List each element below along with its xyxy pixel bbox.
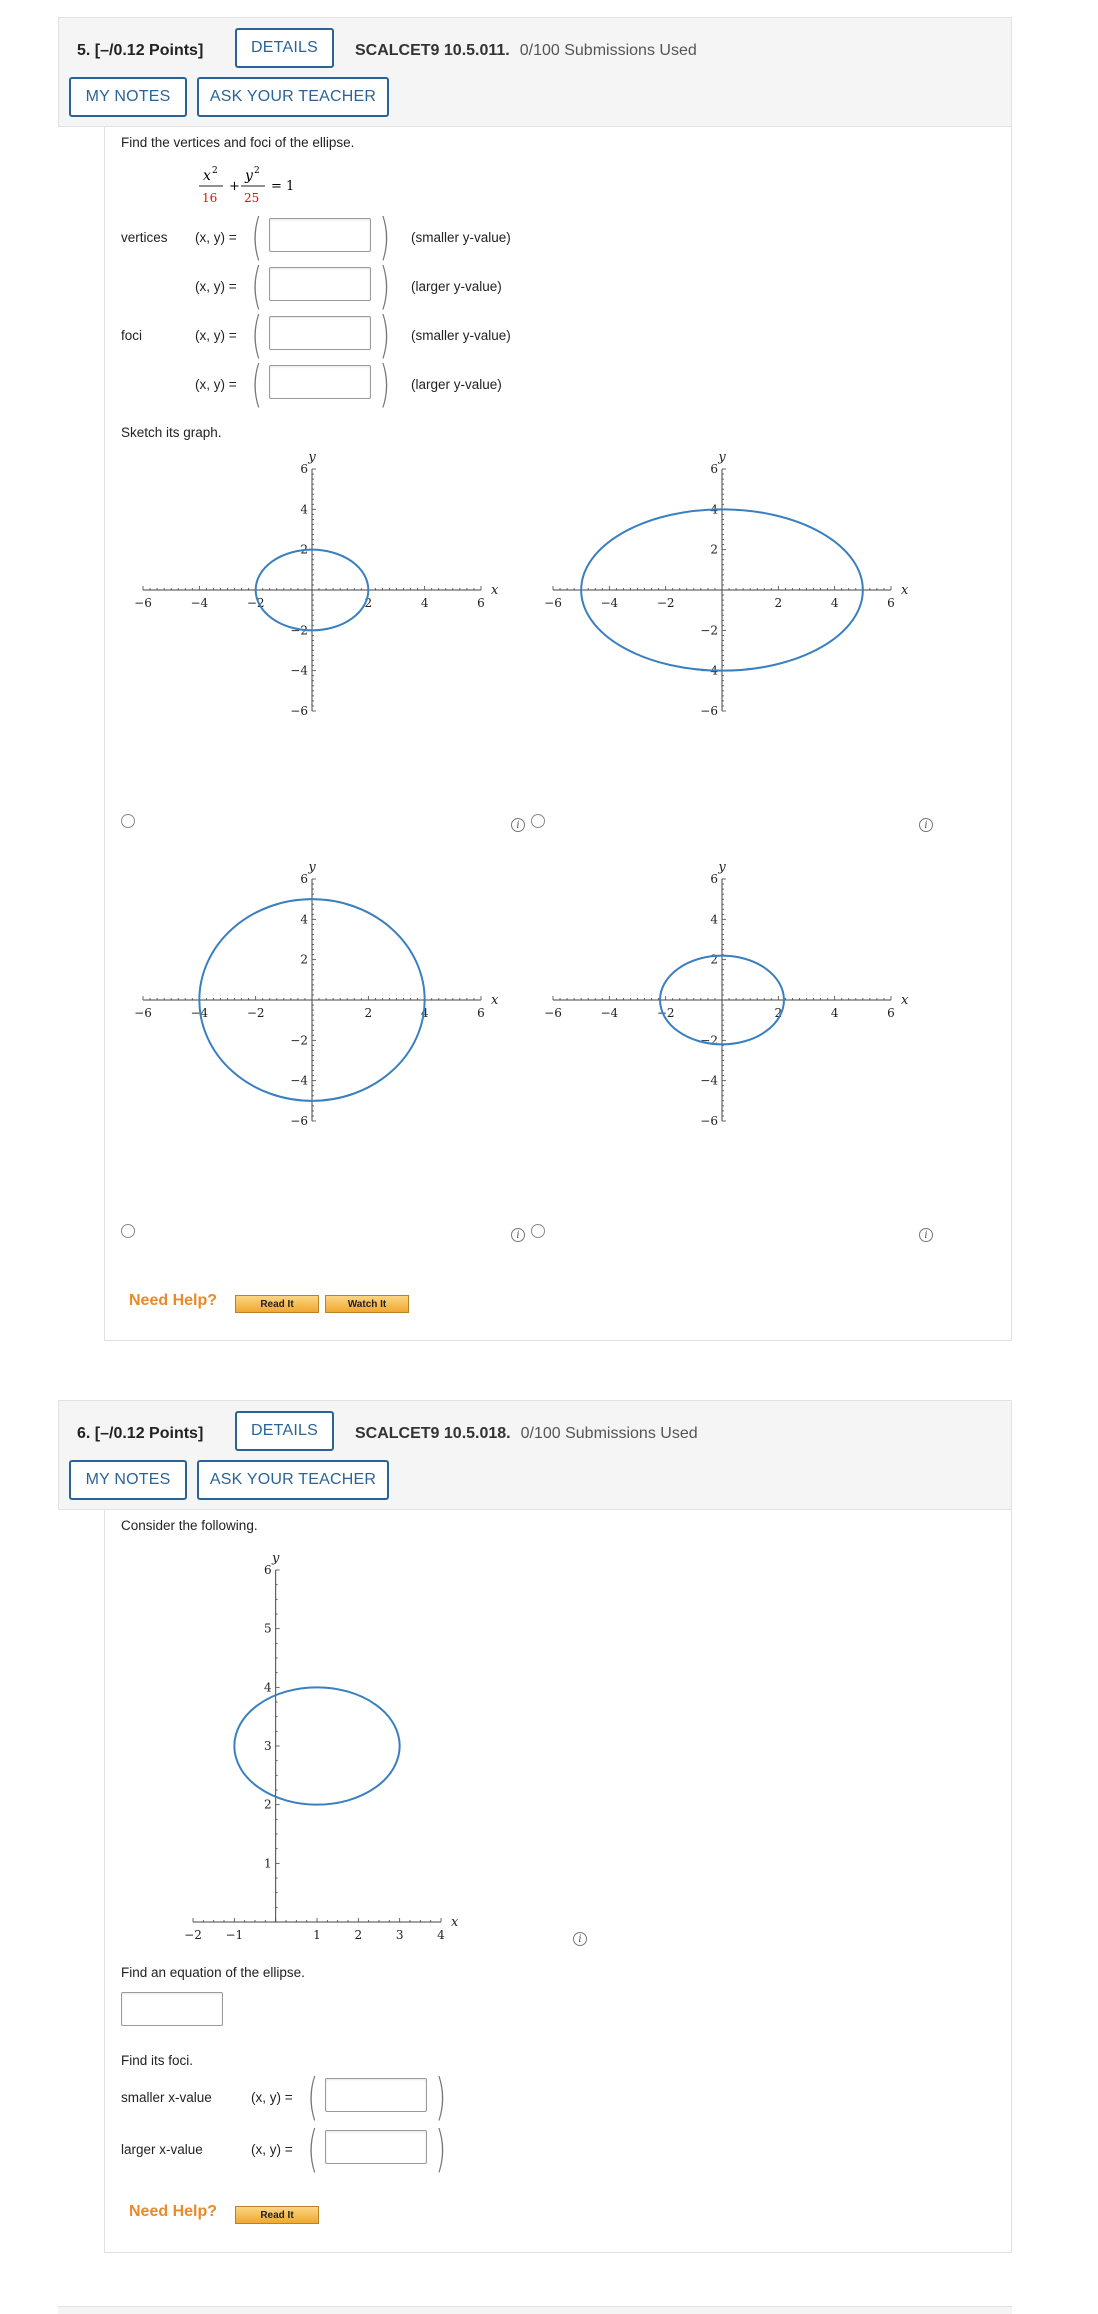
eq-den-y: 25 xyxy=(244,191,260,205)
question-prompt: Find the vertices and foci of the ellipse. xyxy=(121,135,355,150)
eq-x: x xyxy=(203,168,211,184)
y-tick-label: 2 xyxy=(710,952,718,967)
eq-rhs: = 1 xyxy=(271,179,295,194)
x-tick-label: 2 xyxy=(774,1006,783,1020)
x-tick-label: −4 xyxy=(600,1006,619,1020)
y-tick-label: 2 xyxy=(264,1797,272,1812)
y-tick-label: 1 xyxy=(264,1856,272,1871)
coord-label: (x, y) = xyxy=(195,279,237,294)
x-axis-label: x xyxy=(901,993,909,1008)
my-notes-button[interactable]: MY NOTES xyxy=(69,1460,187,1500)
x-tick-label: 2 xyxy=(354,1928,363,1942)
question-6-body xyxy=(104,1510,1012,2253)
question-5-body xyxy=(104,127,1012,1341)
y-tick-label: 5 xyxy=(264,1621,272,1636)
x-tick-label: −6 xyxy=(134,596,152,610)
x-tick-label: 6 xyxy=(477,596,485,610)
open-paren: ( xyxy=(251,208,263,266)
focus-smaller-x-input[interactable] xyxy=(325,2078,427,2112)
y-tick-label: −4 xyxy=(700,663,718,678)
x-tick-label: −6 xyxy=(544,1006,562,1020)
x-tick-label: −2 xyxy=(656,596,675,610)
open-paren: ( xyxy=(307,2068,319,2126)
x-tick-label: 4 xyxy=(830,1006,839,1020)
larger-x-label: larger x-value xyxy=(121,2142,203,2157)
radio-option-b[interactable] xyxy=(531,814,545,828)
y-tick-label: −6 xyxy=(700,704,718,718)
ask-teacher-button[interactable]: ASK YOUR TEACHER xyxy=(197,77,389,117)
info-icon[interactable]: i xyxy=(511,1228,525,1242)
question-5-header xyxy=(58,17,1012,127)
x-tick-label: 2 xyxy=(364,596,373,610)
details-button[interactable]: DETAILS xyxy=(235,1411,334,1451)
coord-label: (x, y) = xyxy=(251,2142,293,2157)
x-tick-label: 4 xyxy=(830,596,839,610)
x-tick-label: 4 xyxy=(437,1928,445,1942)
y-tick-label: 4 xyxy=(300,502,308,517)
close-paren: ) xyxy=(379,355,391,413)
x-axis-label: x xyxy=(451,1915,459,1930)
sketch-prompt: Sketch its graph. xyxy=(121,425,222,440)
read-it-button[interactable]: Read It xyxy=(235,2206,319,2224)
x-tick-label: −4 xyxy=(190,1006,209,1020)
y-tick-label: −6 xyxy=(700,1114,718,1128)
y-axis-label: y xyxy=(271,1551,280,1566)
radio-option-a[interactable] xyxy=(121,814,135,828)
x-tick-label: 6 xyxy=(477,1006,485,1020)
vertex-larger-input[interactable] xyxy=(269,267,371,301)
close-paren: ) xyxy=(435,2068,447,2126)
y-tick-label: −6 xyxy=(290,704,308,718)
eq-x-exp: 2 xyxy=(212,166,218,176)
y-tick-label: −2 xyxy=(290,623,308,638)
x-axis-label: x xyxy=(901,583,909,598)
graph-option-d xyxy=(535,857,915,1147)
x-tick-label: 3 xyxy=(395,1928,404,1942)
vertex-smaller-input[interactable] xyxy=(269,218,371,252)
equation-prompt: Find an equation of the ellipse. xyxy=(121,1965,305,1980)
radio-option-c[interactable] xyxy=(121,1224,135,1238)
open-paren: ( xyxy=(251,306,263,364)
details-button[interactable]: DETAILS xyxy=(235,28,334,68)
y-tick-label: −6 xyxy=(290,1114,308,1128)
y-tick-label: −4 xyxy=(290,1073,308,1088)
x-tick-label: 2 xyxy=(364,1006,373,1020)
y-tick-label: 6 xyxy=(300,872,308,886)
x-tick-label: −2 xyxy=(184,1928,202,1942)
y-axis-label: y xyxy=(718,450,726,465)
question-6-header xyxy=(58,1400,1012,1510)
need-help-label: Need Help? xyxy=(129,2203,218,2220)
info-icon[interactable]: i xyxy=(573,1932,587,1946)
y-tick-label: 3 xyxy=(264,1739,272,1753)
x-tick-label: −6 xyxy=(134,1006,152,1020)
x-tick-label: −1 xyxy=(225,1928,244,1942)
my-notes-button[interactable]: MY NOTES xyxy=(69,77,187,117)
read-it-button[interactable]: Read It xyxy=(235,1295,319,1313)
ask-teacher-button[interactable]: ASK YOUR TEACHER xyxy=(197,1460,389,1500)
y-tick-label: −2 xyxy=(700,1033,718,1048)
hint-label: (smaller y-value) xyxy=(411,328,511,343)
question-number: 6. [–/0.12 Points] xyxy=(77,1425,204,1442)
x-tick-label: −2 xyxy=(246,596,265,610)
y-tick-label: 6 xyxy=(264,1563,272,1577)
y-axis-label: y xyxy=(718,860,726,875)
graph-option-b xyxy=(535,447,915,737)
y-tick-label: 6 xyxy=(300,462,308,476)
ellipse-equation xyxy=(195,163,315,209)
eq-y-exp: 2 xyxy=(254,166,260,176)
x-axis-label: x xyxy=(491,583,499,598)
info-icon[interactable]: i xyxy=(919,1228,933,1242)
source-info xyxy=(355,1425,698,1443)
close-paren: ) xyxy=(435,2120,447,2178)
focus-smaller-input[interactable] xyxy=(269,316,371,350)
source-code: SCALCET9 10.5.018. xyxy=(355,1425,511,1442)
y-tick-label: 4 xyxy=(710,912,718,927)
close-paren: ) xyxy=(379,306,391,364)
y-tick-label: 2 xyxy=(710,542,718,557)
eq-y: y xyxy=(245,168,253,184)
source-code: SCALCET9 10.5.011. xyxy=(355,42,510,59)
y-tick-label: 2 xyxy=(300,952,308,967)
open-paren: ( xyxy=(251,355,263,413)
x-tick-label: 2 xyxy=(774,596,783,610)
vertices-label: vertices xyxy=(121,230,168,245)
y-tick-label: 4 xyxy=(710,502,718,517)
ellipse-graph xyxy=(175,1548,465,1948)
y-axis-label: y xyxy=(308,450,316,465)
eq-plus: + xyxy=(229,179,240,194)
y-tick-label: −2 xyxy=(290,1033,308,1048)
y-tick-label: −2 xyxy=(700,623,718,638)
coord-label: (x, y) = xyxy=(195,328,237,343)
y-tick-label: 6 xyxy=(710,872,718,886)
focus-larger-input[interactable] xyxy=(269,365,371,399)
focus-larger-x-input[interactable] xyxy=(325,2130,427,2164)
x-tick-label: −4 xyxy=(190,596,209,610)
radio-option-d[interactable] xyxy=(531,1224,545,1238)
y-tick-label: −4 xyxy=(700,1073,718,1088)
coord-label: (x, y) = xyxy=(251,2090,293,2105)
foci-prompt: Find its foci. xyxy=(121,2053,194,2068)
info-icon[interactable]: i xyxy=(919,818,933,832)
x-tick-label: −2 xyxy=(246,1006,265,1020)
graph-option-c xyxy=(125,857,505,1147)
open-paren: ( xyxy=(251,257,263,315)
x-tick-label: 1 xyxy=(313,1928,321,1942)
coord-label: (x, y) = xyxy=(195,377,237,392)
close-paren: ) xyxy=(379,257,391,315)
close-paren: ) xyxy=(379,208,391,266)
eq-den-x: 16 xyxy=(202,191,218,205)
x-tick-label: 6 xyxy=(887,596,895,610)
open-paren: ( xyxy=(307,2120,319,2178)
x-tick-label: 4 xyxy=(420,596,429,610)
ellipse-equation-input[interactable] xyxy=(121,1992,223,2026)
foci-label: foci xyxy=(121,328,143,343)
coord-label: (x, y) = xyxy=(195,230,237,245)
question-number: 5. [–/0.12 Points] xyxy=(77,42,204,59)
x-tick-label: −2 xyxy=(656,1006,675,1020)
graph-option-a xyxy=(125,447,505,737)
smaller-x-label: smaller x-value xyxy=(121,2090,212,2105)
info-icon[interactable]: i xyxy=(511,818,525,832)
submissions-count: 0/100 Submissions Used xyxy=(519,42,697,59)
x-tick-label: 4 xyxy=(420,1006,429,1020)
source-info xyxy=(355,42,697,60)
hint-label: (larger y-value) xyxy=(411,279,502,294)
y-tick-label: −4 xyxy=(290,663,308,678)
y-axis-label: y xyxy=(308,860,316,875)
x-tick-label: −6 xyxy=(544,596,562,610)
y-tick-label: 6 xyxy=(710,462,718,476)
need-help-label: Need Help? xyxy=(129,1292,218,1309)
hint-label: (smaller y-value) xyxy=(411,230,511,245)
x-tick-label: 6 xyxy=(887,1006,895,1020)
y-tick-label: 4 xyxy=(300,912,308,927)
ellipse-curve xyxy=(234,1687,399,1804)
submissions-count: 0/100 Submissions Used xyxy=(520,1425,698,1442)
watch-it-button[interactable]: Watch It xyxy=(325,1295,409,1313)
y-tick-label: 2 xyxy=(300,542,308,557)
x-tick-label: −4 xyxy=(600,596,619,610)
question-prompt: Consider the following. xyxy=(121,1518,258,1533)
y-tick-label: 4 xyxy=(264,1680,272,1695)
x-axis-label: x xyxy=(491,993,499,1008)
hint-label: (larger y-value) xyxy=(411,377,502,392)
